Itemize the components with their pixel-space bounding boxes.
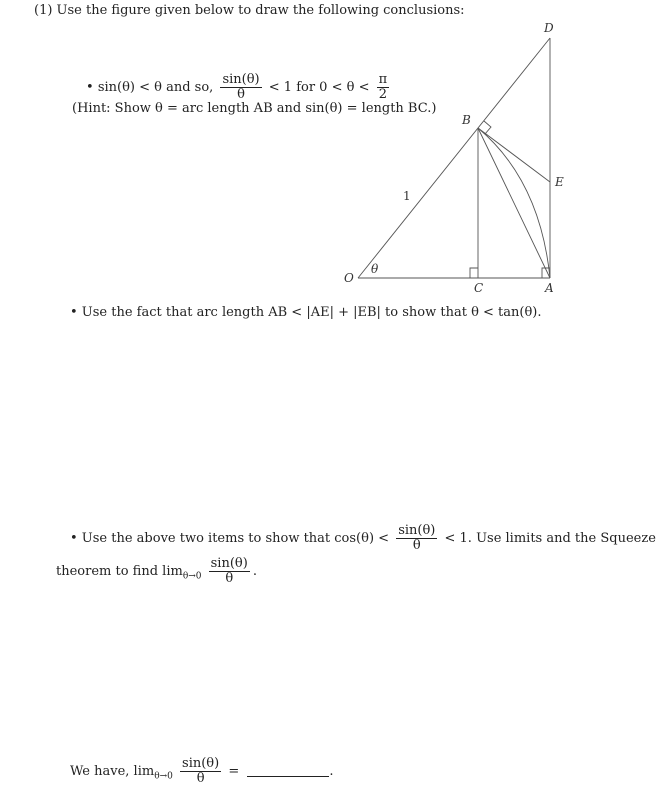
label-C: C xyxy=(474,281,484,295)
right-angle-mark-C xyxy=(470,268,478,278)
sin-over-theta-fraction xyxy=(209,557,250,586)
answer-blank[interactable] xyxy=(247,776,329,777)
label-D: D xyxy=(544,21,554,35)
label-O: O xyxy=(344,271,354,285)
fraction-denominator: θ xyxy=(412,538,421,553)
label-E: E xyxy=(555,175,564,189)
geometry-figure xyxy=(0,0,600,300)
equals-sign: = xyxy=(228,764,240,779)
bullet-1-marker: • xyxy=(86,80,94,95)
limit-subscript: θ→0 xyxy=(182,571,202,582)
segment-BA xyxy=(478,128,550,278)
label-B: B xyxy=(462,113,471,127)
question-header: (1) Use the figure given below to draw the following conclusions: xyxy=(34,3,465,18)
bullet-3-part-1: • Use the above two items to show that cos(θ) < xyxy=(70,531,390,546)
fraction-denominator: θ xyxy=(237,87,245,102)
fraction-denominator: θ xyxy=(225,571,234,586)
bullet-3-part-2: < 1. Use limits and the Squeeze xyxy=(444,531,656,546)
bullet-1-part-2: < 1 for 0 < θ < xyxy=(268,80,370,95)
sin-over-theta-fraction xyxy=(396,524,437,553)
right-angle-mark-B xyxy=(484,121,491,134)
fraction-numerator: sin(θ) xyxy=(182,756,220,771)
fraction-denominator: θ xyxy=(196,771,205,786)
limit-text: theorem to find lim xyxy=(56,564,183,579)
label-one: 1 xyxy=(403,189,411,203)
segment-BE xyxy=(478,128,550,182)
bullet-1-hint: (Hint: Show θ = arc length AB and sin(θ) = length BC.) xyxy=(72,101,437,116)
bullet-1-part-1: sin(θ) < θ and so, xyxy=(97,80,214,95)
fraction-denominator: 2 xyxy=(378,87,388,102)
fraction-numerator: sin(θ) xyxy=(222,72,260,87)
period: . xyxy=(252,564,257,579)
label-A: A xyxy=(545,281,554,295)
answer-text: We have, lim xyxy=(70,764,155,779)
fraction-numerator: π xyxy=(378,72,388,87)
sin-over-theta-fraction xyxy=(180,757,221,786)
fraction-numerator: sin(θ) xyxy=(210,556,248,571)
answer-line xyxy=(70,757,334,786)
bullet-2-line: • Use the fact that arc length AB < |AE| + |EB| to show that θ < tan(θ). xyxy=(70,305,542,320)
fraction-numerator: sin(θ) xyxy=(398,523,436,538)
bullet-3-line-1 xyxy=(70,524,656,553)
segment-OD xyxy=(358,38,550,278)
bullet-3-line-2 xyxy=(56,557,257,586)
label-theta: θ xyxy=(371,262,379,276)
limit-subscript: θ→0 xyxy=(154,771,173,782)
period: . xyxy=(329,764,334,779)
